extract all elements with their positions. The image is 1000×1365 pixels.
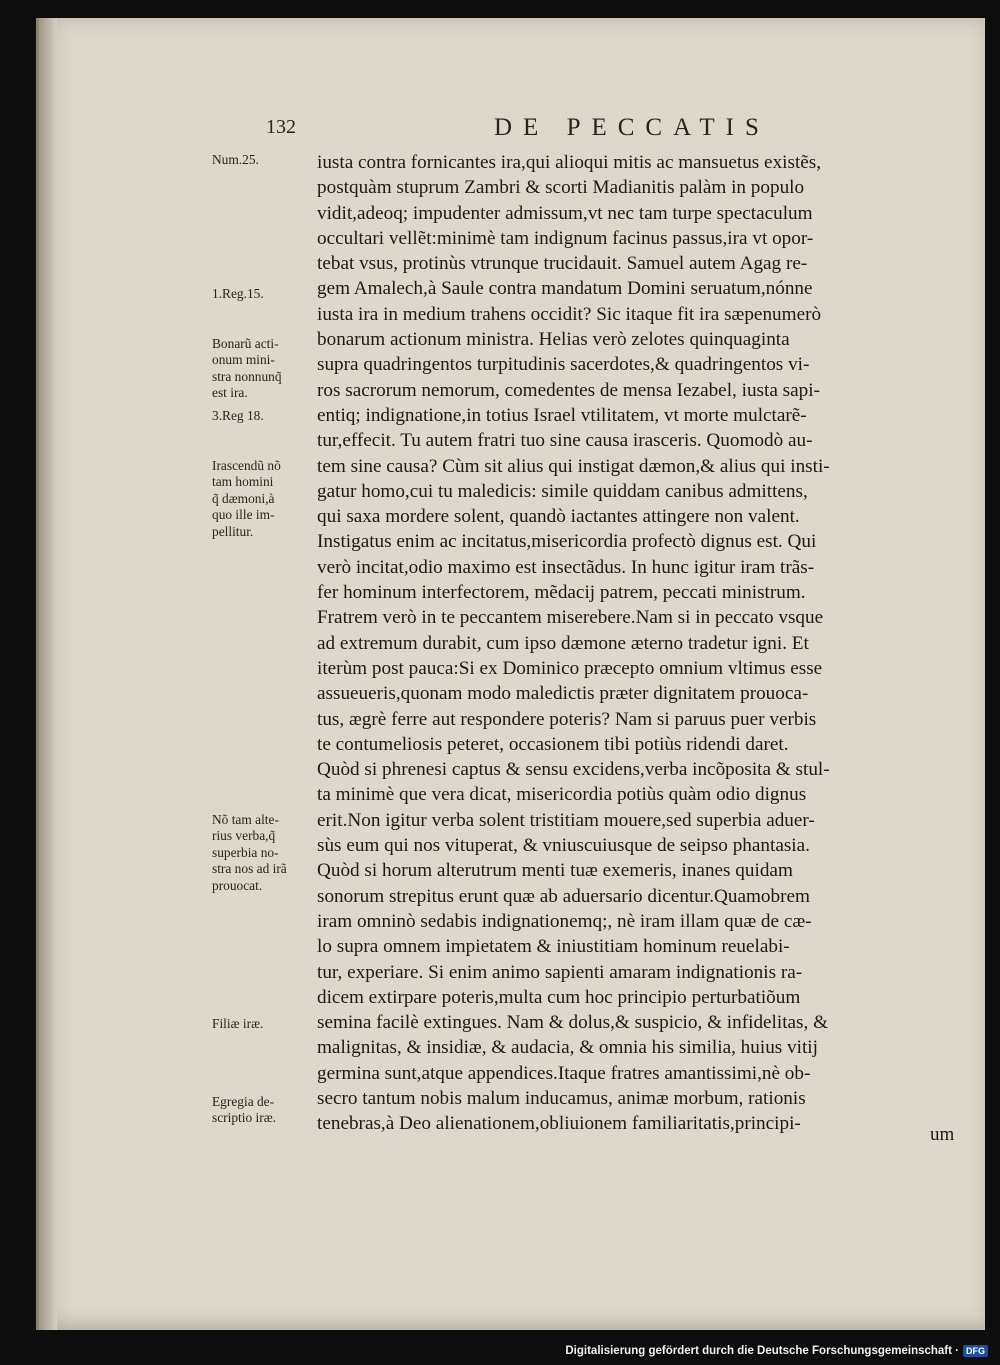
text-line: sonorum strepitus erunt quæ ab aduersario dicentur.Quamobrem [317, 885, 810, 907]
catchword: um [930, 1124, 955, 1145]
text-line: Quòd si phrenesi captus & sensu excidens,verba incõposita & stul- [317, 759, 830, 781]
text-line: ros sacrorum nemorum, comedentes de mensa Iezabel, iusta sapi- [317, 379, 820, 401]
dfg-logo-icon: DFG [963, 1345, 988, 1357]
text-line: supra quadringentos turpitudinis sacerdotes,& quadringentos vi- [317, 354, 810, 376]
text-line: Quòd si horum alterutrum menti tuæ exemeris, inanes quidam [317, 860, 793, 882]
text-line: bonarum actionum ministra. Helias verò zelotes quinquaginta [317, 329, 790, 351]
text-line: tus, ægrè ferre aut respondere poteris? Nam si paruus puer verbis [317, 708, 817, 730]
page-gutter [39, 18, 57, 1330]
text-line: iusta ira in medium trahens occidit? Sic itaque fit ira sæpenumerò [317, 303, 822, 325]
text-line: occultari vellẽt:minimè tam indignum facinus passus,ira vt opor- [317, 227, 814, 249]
text-line: iterùm post pauca:Si ex Dominico præcepto omnium vltimus esse [317, 657, 823, 679]
text-line: malignitas, & insidiæ, & audacia, & omnia his similia, huius vitij [317, 1037, 818, 1059]
text-line: tur,effecit. Tu autem fratri tuo sine causa irasceris. Quomodò au- [317, 430, 813, 452]
text-line: sùs eum qui nos vituperat, & vniuscuiusque de seipso phantasia. [317, 835, 810, 857]
text-line: assueueris,quonam modo maledictis præter dignitatem prouoca- [317, 683, 809, 705]
text-line: dicem extirpare poteris,multa cum hoc principio perturbatiõum [317, 986, 801, 1008]
text-line: gem Amalech,à Saule contra mandatum Domini seruatum,nónne [317, 278, 813, 300]
text-line: ta minimè que vera dicat, misericordia potiùs quàm odio dignus [317, 784, 807, 806]
text-line: vidit,adeoq; impudenter admissum,vt nec tam turpe spectaculum [317, 202, 813, 224]
page-number: 132 [266, 116, 296, 138]
text-line: tebat vsus, protinùs vtrunque trucidauit. Samuel autem Agag re- [317, 253, 808, 275]
marginal-note: Bonarũ acti- onum mini- stra nonnunq̃ est ira. [212, 336, 282, 401]
main-text [317, 150, 967, 1137]
marginal-note: Egregia de- scriptio iræ. [212, 1094, 276, 1126]
text-line: Fratrem verò in te peccantem miserebere.Nam si in peccato vsque [317, 607, 824, 629]
text-line: iusta contra fornicantes ira,qui alioqui mitis ac mansuetus existẽs, [317, 152, 822, 173]
text-line: te contumeliosis peteret, occasionem tibi potiùs ridendi daret. [317, 733, 789, 755]
text-line: secro tantum nobis malum inducamus, animæ morbum, rationis [317, 1087, 806, 1109]
marginal-note: Filiæ iræ. [212, 1016, 264, 1031]
text-line: entiq; indignatione,in totius Israel vtilitatem, vt morte mulctarẽ- [317, 404, 807, 426]
text-line: tem sine causa? Cùm sit alius qui instigat dæmon,& alius qui insti- [317, 455, 830, 477]
marginal-note: 1.Reg.15. [212, 286, 264, 301]
text-line: ad extremum durabit, cum ipso dæmone æterno tradetur igni. Et [317, 632, 809, 654]
text-line: semina facilè extingues. Nam & dolus,& suspicio, & infidelitas, & [317, 1012, 829, 1034]
text-line: tur, experiare. Si enim animo sapienti amaram indignationis ra- [317, 961, 803, 983]
marginal-note: Irascendũ nõ tam homini q̃ dæmoni,à quo ille im- pellitur. [212, 458, 281, 539]
text-line: iram omninò sedabis indignationemq;, nè iram illam quæ de cæ- [317, 910, 812, 932]
marginal-note: Num.25. [212, 152, 259, 167]
text-line: gatur homo,cui tu maledicis: simile quiddam canibus admittens, [317, 480, 808, 502]
text-line: postquàm stuprum Zambri & scorti Madianitis palàm in populo [317, 177, 805, 199]
running-head: DE PECCATIS [494, 114, 770, 141]
text-line: qui saxa mordere solent, quandò iactantes attingere non valent. [317, 506, 800, 528]
digitization-credit [565, 1345, 988, 1357]
text-line: germina sunt,atque appendices.Itaque fratres amantissimi,nè ob- [317, 1062, 811, 1084]
text-line: fer hominum interfectorem, mẽdacij patrem, peccati ministrum. [317, 582, 806, 604]
marginal-note: Nõ tam alte- rius verba,q̃ superbia no- stra nos ad irã prouocat. [212, 812, 287, 893]
text-line: tenebras,à Deo alienationem,obliuionem familiaritatis,principi- [317, 1113, 801, 1135]
text-line: erit.Non igitur verba solent tristitiam mouere,sed superbia aduer- [317, 809, 815, 831]
marginal-note: 3.Reg 18. [212, 408, 264, 423]
text-line: Instigatus enim ac incitatus,misericordia profectò dignus est. Qui [317, 531, 817, 553]
text-line: verò incitat,odio maximo est insectãdus. In hunc igitur iram trãs- [317, 556, 815, 578]
text-line: lo supra omnem impietatem & iniustitiam hominum reuelabi- [317, 936, 790, 958]
credit-text: Digitalisierung gefördert durch die Deutsche Forschungsgemeinschaft · [565, 1345, 959, 1357]
